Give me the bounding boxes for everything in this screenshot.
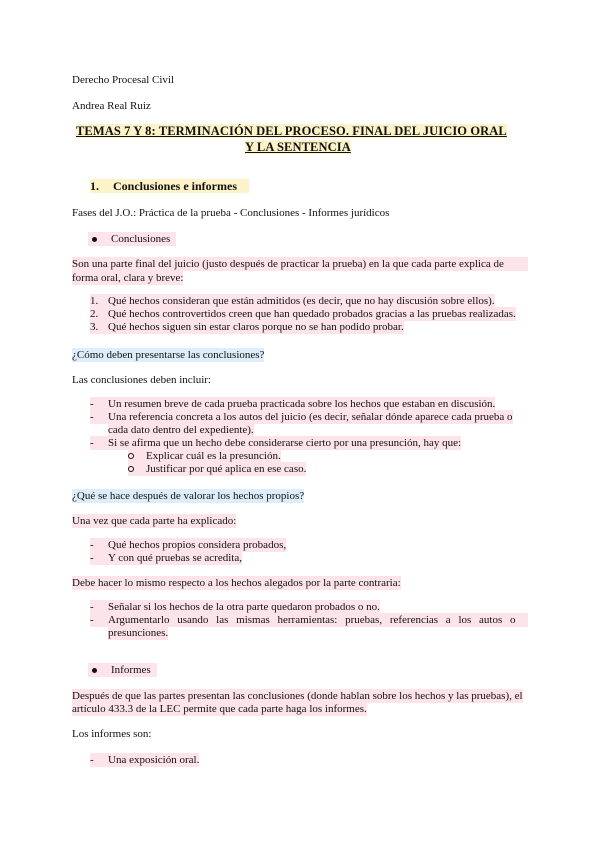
item-text: Una referencia concreta a los autos del juicio (es decir, señalar dónde aparece cada prueba o [108, 411, 513, 423]
document-title-line1: TEMAS 7 Y 8: TERMINACIÓN DEL PROCESO. FINAL DEL JUICIO ORAL [76, 124, 507, 138]
dash-marker: - [90, 614, 94, 626]
include-item-2-cont: cada dato dentro del expediente). [108, 424, 254, 436]
dash-marker: - [90, 601, 94, 613]
informes-intro-2: artículo 433.3 de la LEC permite que cada parte haga los informes. [72, 703, 367, 715]
include-item-2 [90, 410, 513, 424]
bullet-conclusiones [88, 232, 176, 246]
item-number: 2. [90, 308, 99, 320]
bullet-label: Informes [111, 664, 151, 676]
item-text: Señalar si los hechos de la otra parte quedaron probados o no. [108, 601, 380, 613]
circle-bullet-icon [128, 466, 134, 472]
bullet-dot-icon [92, 237, 97, 242]
author-name: Andrea Real Ruiz [72, 100, 151, 112]
informes-are-intro: Los informes son: [72, 728, 152, 740]
contrary-intro: Debe hacer lo mismo respecto a los hechos alegados por la parte contraria: [72, 577, 401, 589]
numbered-item-1 [90, 294, 495, 308]
item-text: Un resumen breve de cada prueba practicada sobre los hechos que estaban en discusión. [108, 398, 496, 410]
after-intro: Una vez que cada parte ha explicado: [72, 515, 237, 527]
bullet-informes [88, 663, 157, 677]
document-title-line2: Y LA SENTENCIA [245, 140, 351, 154]
section-number: 1. [90, 179, 99, 193]
informes-intro-1: Después de que las partes presentan las conclusiones (donde hablan sobre los hechos y las pruebas), el [72, 690, 523, 702]
sub-item-2 [128, 462, 306, 476]
item-text: Y con qué pruebas se acredita, [108, 552, 242, 564]
section-title: Conclusiones e informes [113, 179, 237, 193]
conclusiones-intro-1: Son una parte final del juicio (justo después de practicar la prueba) en la que cada parte explica de [72, 257, 528, 271]
item-text: Una exposición oral. [108, 754, 200, 766]
include-item-1 [90, 397, 495, 411]
item-text: Qué hechos consideran que están admitidos (es decir, que no hay discusión sobre ellos). [108, 295, 495, 307]
bullet-dot-icon [92, 668, 97, 673]
course-name: Derecho Procesal Civil [72, 74, 175, 86]
include-intro: Las conclusiones deben incluir: [72, 374, 211, 386]
dash-marker: - [90, 552, 94, 564]
conclusiones-intro-2: forma oral, clara y breve: [72, 272, 184, 284]
informes-item-1 [90, 753, 199, 767]
dash-marker: - [90, 539, 94, 551]
fases-line: Fases del J.O.: Práctica de la prueba - Conclusiones - Informes jurídicos [72, 207, 390, 219]
item-text: Si se afirma que un hecho debe considerarse cierto por una presunción, hay que: [108, 437, 462, 449]
after-item-1 [90, 538, 286, 552]
question-despues: ¿Qué se hace después de valorar los hechos propios? [72, 490, 305, 502]
circle-bullet-icon [128, 453, 134, 459]
numbered-item-3 [90, 320, 404, 334]
bullet-label: Conclusiones [111, 233, 171, 245]
item-text: Justificar por qué aplica en ese caso. [146, 463, 307, 475]
question-presentacion: ¿Cómo deben presentarse las conclusiones? [72, 349, 265, 361]
dash-marker: - [90, 754, 94, 766]
item-text: Qué hechos controvertidos creen que han quedado probados gracias a las pruebas realizadas. [108, 308, 516, 320]
contrary-item-2 [90, 613, 528, 627]
item-text: Qué hechos propios considera probados, [108, 539, 287, 551]
item-text: Qué hechos siguen sin estar claros porque no se han podido probar. [108, 321, 404, 333]
dash-marker: - [90, 398, 94, 410]
contrary-item-1 [90, 600, 380, 614]
numbered-item-2 [90, 307, 516, 321]
dash-marker: - [90, 411, 94, 423]
item-number: 1. [90, 295, 99, 307]
item-number: 3. [90, 321, 99, 333]
include-item-3 [90, 436, 461, 450]
contrary-item-2-cont: presunciones. [108, 627, 169, 639]
after-item-2 [90, 551, 242, 565]
item-text: Argumentarlo usando las mismas herramientas: pruebas, referencias a los autos o [108, 614, 516, 626]
sub-item-1 [128, 449, 281, 463]
section-heading [90, 179, 249, 193]
item-text: Explicar cuál es la presunción. [146, 450, 281, 462]
dash-marker: - [90, 437, 94, 449]
